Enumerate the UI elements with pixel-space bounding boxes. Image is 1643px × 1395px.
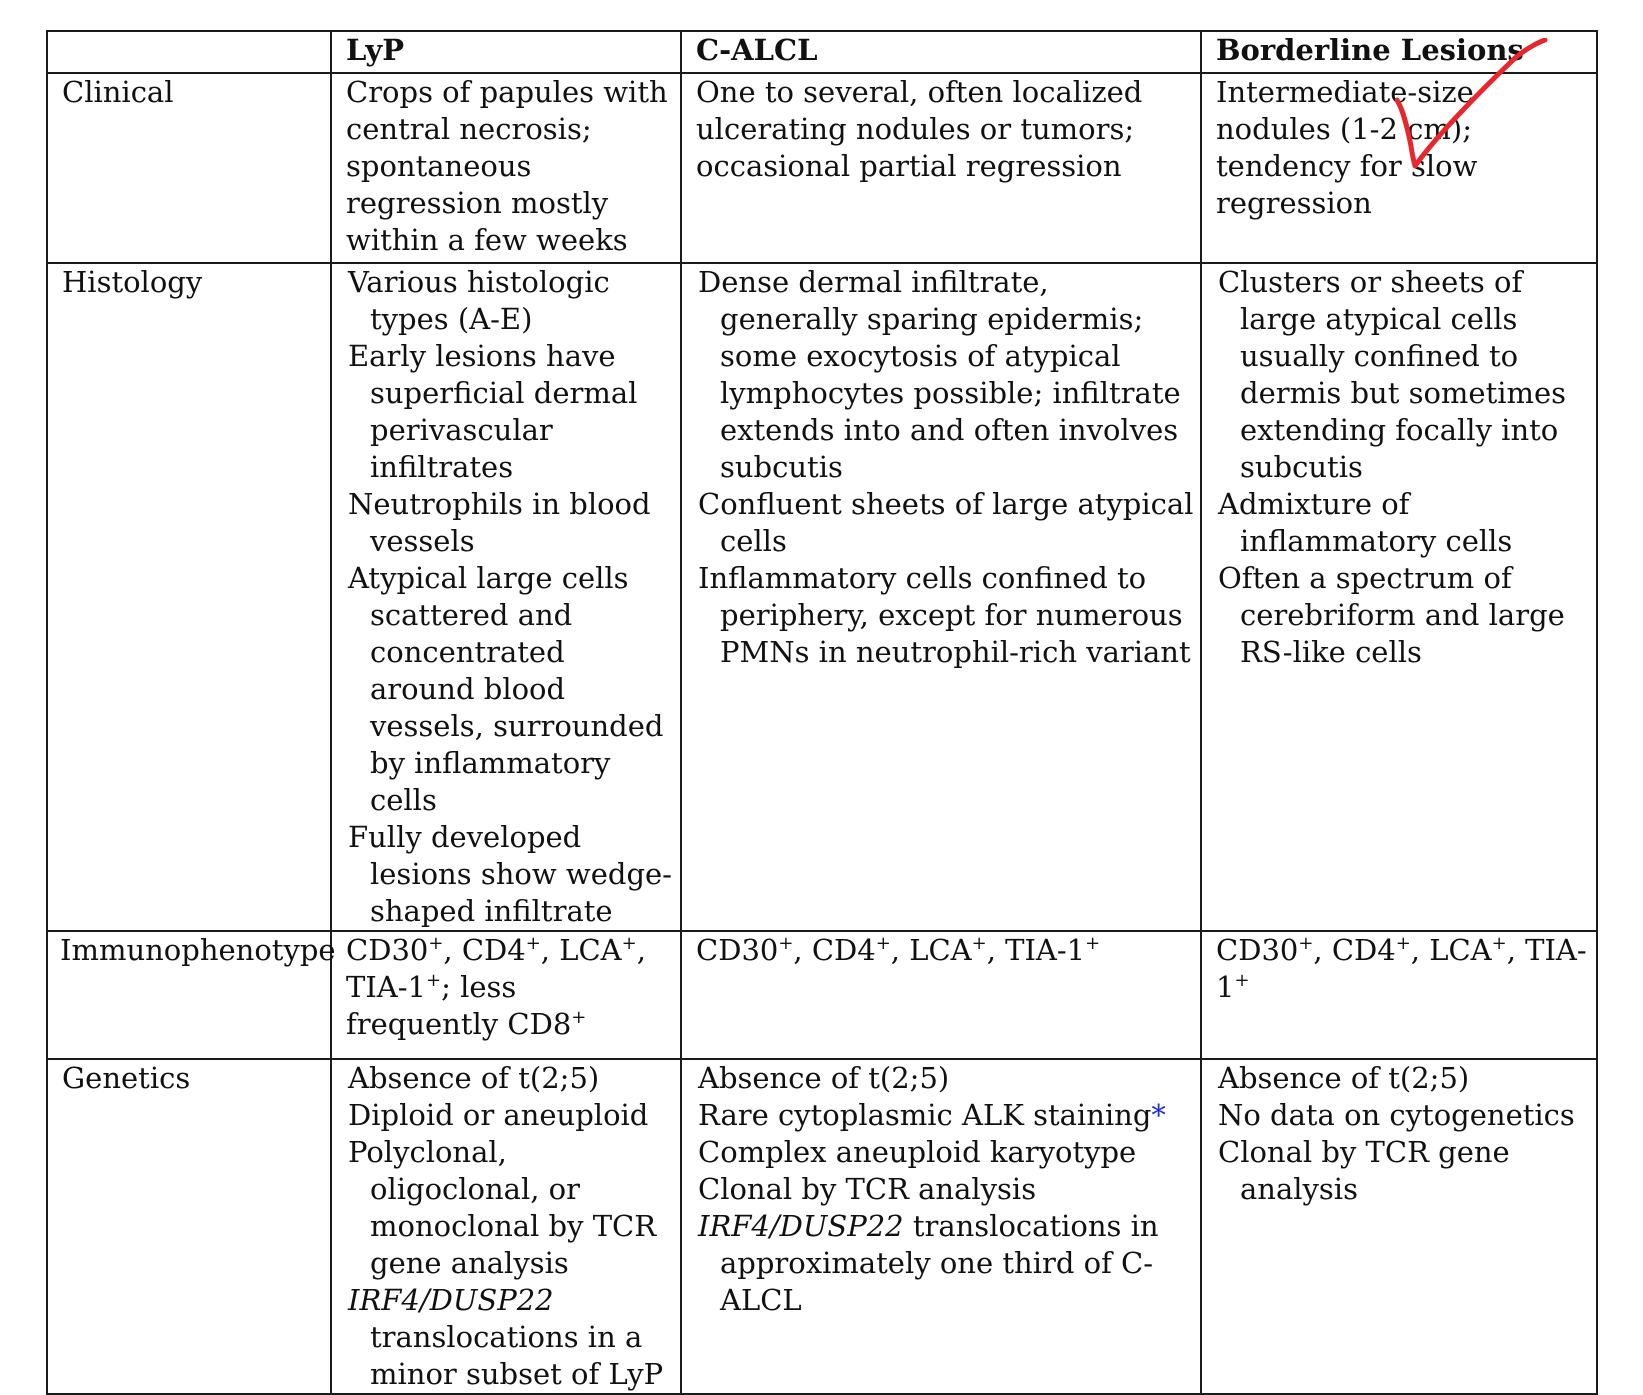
list-item: Clonal by TCR gene analysis	[1218, 1135, 1510, 1206]
immunophenotype-borderline	[1201, 931, 1597, 1059]
header-c-alcl: C-ALCL	[681, 31, 1201, 73]
list-item: Complex aneuploid karyotype	[698, 1135, 1137, 1169]
superscript-plus: +	[1395, 933, 1411, 955]
superscript-plus: +	[621, 933, 637, 955]
superscript-plus: +	[571, 1007, 587, 1029]
superscript-plus: +	[778, 933, 794, 955]
list-item: No data on cytogenetics	[1218, 1098, 1575, 1132]
header-borderline-lesions: Borderline Lesions	[1201, 31, 1597, 73]
list-item	[696, 1097, 1194, 1134]
list-item: Admixture of inflammatory cells	[1218, 487, 1513, 558]
clinical-lyp-text: Crops of papules with central necrosis; spontaneous regression mostly within a few weeks	[346, 75, 668, 257]
marker-cd4: CD4	[811, 933, 876, 967]
list-item: Absence of t(2;5)	[348, 1061, 600, 1095]
gene-description: translocations in a minor subset of LyP	[370, 1320, 664, 1391]
superscript-plus: +	[1085, 933, 1101, 955]
clinical-borderline	[1201, 73, 1597, 263]
immunophenotype-c-alcl-text: CD30+, CD4+, LCA+, TIA-1+	[696, 933, 1101, 967]
list-item: Absence of t(2;5)	[1218, 1061, 1470, 1095]
list-item	[696, 1208, 1194, 1319]
marker-lca: LCA	[909, 933, 972, 967]
superscript-plus: +	[875, 933, 891, 955]
histology-borderline	[1201, 263, 1597, 931]
header-lyp: LyP	[331, 31, 681, 73]
list-item: Confluent sheets of large atypical cells	[698, 487, 1194, 558]
histology-c-alcl	[681, 263, 1201, 931]
clinical-row	[47, 73, 1597, 263]
list-item: Absence of t(2;5)	[698, 1061, 950, 1095]
less-frequently-text: less frequently	[346, 970, 517, 1041]
list-item: Fully developed lesions show wedge-shaped infiltrate	[348, 820, 672, 928]
list-item: Neutrophils in blood vessels	[348, 487, 651, 558]
comparison-table	[46, 30, 1598, 1395]
marker-cd4: CD4	[461, 933, 526, 967]
clinical-borderline-text: Intermediate-size nodules (1-2 cm); tendency for slow regression	[1216, 75, 1478, 220]
list-item: Diploid or aneuploid	[348, 1098, 649, 1132]
genetics-c-alcl	[681, 1059, 1201, 1394]
marker-tia-1: TIA-1	[1216, 933, 1587, 1004]
immunophenotype-row	[47, 931, 1597, 1059]
genetics-lyp	[331, 1059, 681, 1394]
gene-name: IRF4/DUSP22	[348, 1283, 554, 1317]
clinical-c-alcl-text: One to several, often localized ulcerating nodules or tumors; occasional partial regression	[696, 75, 1143, 183]
list-item: Inflammatory cells confined to periphery, except for numerous PMNs in neutrophil-rich variant	[698, 561, 1191, 669]
superscript-plus: +	[1234, 970, 1250, 992]
superscript-plus: +	[426, 970, 442, 992]
histology-label: Histology	[47, 263, 331, 931]
list-item: Atypical large cells scattered and concentrated around blood vessels, surrounded by inflammatory cells	[348, 561, 664, 817]
list-item: Various histologic types (A-E)	[348, 265, 610, 336]
genetics-borderline	[1201, 1059, 1597, 1394]
list-item: Often a spectrum of cerebriform and large RS-like cells	[1218, 561, 1565, 669]
clinical-c-alcl	[681, 73, 1201, 263]
histology-lyp	[331, 263, 681, 931]
alk-staining-text: Rare cytoplasmic ALK staining	[698, 1098, 1152, 1132]
superscript-plus: +	[428, 933, 444, 955]
immunophenotype-borderline-text: CD30+, CD4+, LCA+, TIA-1+	[1216, 933, 1587, 1004]
list-item: Polyclonal, oligoclonal, or monoclonal by TCR gene analysis	[348, 1135, 657, 1280]
superscript-plus: +	[525, 933, 541, 955]
header-row	[47, 31, 1597, 73]
marker-cd30: CD30	[346, 933, 429, 967]
clinical-lyp	[331, 73, 681, 263]
superscript-plus: +	[971, 933, 987, 955]
immunophenotype-lyp	[331, 931, 681, 1059]
marker-tia-1: TIA-1	[346, 970, 426, 1004]
immunophenotype-c-alcl	[681, 931, 1201, 1059]
gene-name: IRF4/DUSP22	[698, 1209, 904, 1243]
clinical-label: Clinical	[47, 73, 331, 263]
list-item: Early lesions have superficial dermal perivascular infiltrates	[348, 339, 638, 484]
marker-cd30: CD30	[696, 933, 779, 967]
superscript-plus: +	[1298, 933, 1314, 955]
marker-lca: LCA	[1429, 933, 1492, 967]
footnote-asterisk[interactable]: *	[1151, 1098, 1166, 1132]
histology-row	[47, 263, 1597, 931]
marker-cd30: CD30	[1216, 933, 1299, 967]
list-item: Clonal by TCR analysis	[698, 1172, 1037, 1206]
list-item: Dense dermal infiltrate, generally sparing epidermis; some exocytosis of atypical lymphocytes possible; infiltrate extends into and often involves subcutis	[698, 265, 1181, 484]
gene-description: translocations in approximately one third of C-ALCL	[720, 1209, 1159, 1317]
superscript-plus: +	[1491, 933, 1507, 955]
genetics-label: Genetics	[47, 1059, 331, 1394]
marker-cd8: CD8	[507, 1007, 572, 1041]
immunophenotype-label: Immunophenotype	[47, 931, 331, 1059]
marker-tia-1: TIA-1	[1005, 933, 1086, 967]
marker-cd4: CD4	[1331, 933, 1396, 967]
list-item: Clusters or sheets of large atypical cells usually confined to dermis but sometimes extending focally into subcutis	[1218, 265, 1567, 484]
genetics-row	[47, 1059, 1597, 1394]
header-empty-cell	[47, 31, 331, 73]
marker-lca: LCA	[559, 933, 622, 967]
list-item	[346, 1282, 674, 1393]
immunophenotype-lyp-text: CD30+, CD4+, LCA+, TIA-1+; less frequently CD8+	[346, 933, 646, 1041]
